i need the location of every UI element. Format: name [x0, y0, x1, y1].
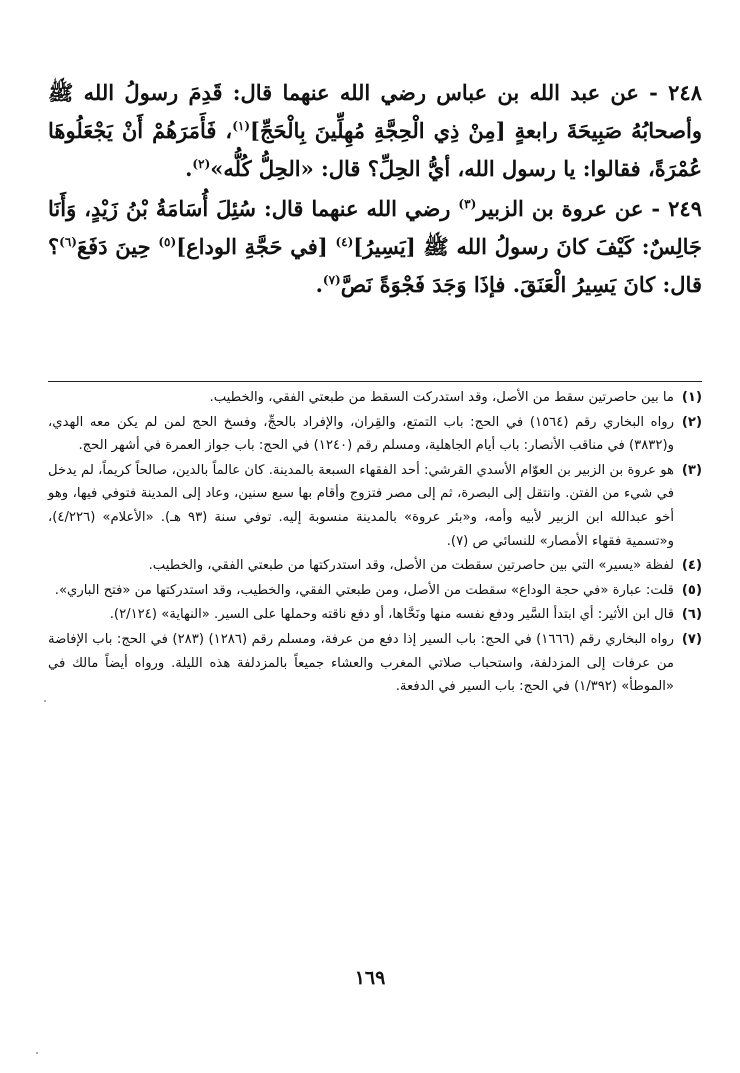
- footnote-ref[interactable]: (٢): [192, 157, 211, 171]
- footnote-text: قلت: عبارة «في حجة الوداع» سقطت من الأصل، ومن طبعتي الفقي، والخطيب، وقد استدركتها من «فتح الباري».: [54, 582, 674, 598]
- footnote-text: لفظة «يسير» التي بين حاصرتين سقطت من الأصل، وقد استدركتها من طبعتي الفقي، والخطيب.: [148, 558, 674, 574]
- footnote-2: [48, 411, 702, 458]
- footnote-ref[interactable]: (٣): [458, 197, 477, 211]
- hadith-249: ٢٤٩ - عن عروة بن الزبير$^{(٣)}$ رضي الله عنهما قال: سُئِلَ أُسَامَةُ بْنُ زَيْدٍ، وَأَنَا جَالِسٌ: كَيْفَ كانَ رسولُ الله ﷺ [يَسِيرُ]$^{(٤)}$ [في حَجَّةِ الوداع]$^{(٥)}$ حِينَ دَفَعَ$^{(٦)}$؟ قال: كانَ يَسِيرُ الْعَنَقَ. فإذَا وَجَدَ فَجْوَةً نَصَّ$^{(٧)}$.: [48, 196, 702, 297]
- main-text: [48, 74, 702, 306]
- scan-speck: [36, 1052, 38, 1054]
- footnote-ref[interactable]: (٥): [158, 235, 177, 249]
- footnote-separator: [48, 381, 702, 382]
- footnote-text: رواه البخاري رقم (١٦٦٦) في الحج: باب السير إذا دفع من عرفة، ومسلم رقم (١٢٨٦) (٢٨٣) في الحج: باب الإفاضة من عرفات إلى المزدلفة، واستحباب صلاتي المغرب والعشاء جميعاً بالمزدلفة هذه الليلة. ورواه أيضاً مالك في «الموطأ» (١/٣٩٢) في الحج: باب السير في الدفعة.: [48, 631, 674, 695]
- hadith-text: [في حَجَّةِ الوداع]: [176, 234, 336, 259]
- hadith-text: ، فَأَمَرَهُمْ أَنْ يَجْعَلُوهَا عُمْرَةً، فقالوا: يا رسول الله، أيُّ الحِلِّ؟ قال: «الحِلُّ كُلُّه»: [48, 118, 702, 181]
- footnote-number: (١): [681, 390, 702, 405]
- footnote-3: [48, 459, 702, 553]
- hadith-text: .: [185, 156, 193, 181]
- footnote-number: (٤): [681, 558, 702, 574]
- page-number: ١٦٩: [354, 967, 386, 989]
- hadith-text: حِينَ دَفَعَ: [76, 234, 159, 259]
- footnote-5: [48, 579, 702, 603]
- hadith-number: ٢٤٨: [668, 80, 702, 105]
- footnote-ref[interactable]: (٤): [335, 235, 354, 249]
- footnote-text: قال ابن الأثير: أي ابتدأ السَّير ودفع نفسه منها ونَحَّاها، أو دفع ناقته وحملها على السير. «النهاية» (٢/١٢٤).: [109, 607, 674, 623]
- footnote-number: (٢): [681, 414, 702, 430]
- footnote-number: (٦): [681, 607, 702, 623]
- footnote-7: [48, 628, 702, 699]
- hadith-text: ؟ قال: كانَ يَسِيرُ الْعَنَقَ. فإذَا وَجَدَ فَجْوَةً نَصَّ: [48, 234, 702, 297]
- footnote-ref[interactable]: (١): [232, 119, 251, 133]
- hadith-text: .: [315, 272, 323, 297]
- hadith-text: عن عبد الله بن عباس رضي الله عنهما قال: قَدِمَ رسولُ الله ﷺ وأصحابُهُ صَبِيحَةَ رابعةٍ [مِنْ ذِي الْحِجَّةِ مُهِلِّينَ بِالْحَجِّ]: [48, 80, 702, 143]
- footnote-ref[interactable]: (٧): [322, 273, 341, 287]
- footnote-number: (٧): [681, 631, 702, 647]
- footnote-number: (٥): [681, 582, 702, 598]
- footnote-text: هو عروة بن الزبير بن العوّام الأسدي القرشي: أحد الفقهاء السبعة بالمدينة. كان عالماً بالدين، صالحاً كريماً، لم يدخل في شيء من الفتن. وانتقل إلى البصرة، ثم إلى مصر فتزوج وأقام بها سبع سنين، وعاد إلى المدينة فتوفي فيها، وهو أخو عبدالله ابن الزبير لأبيه وأمه، و«بئر عروة» بالمدينة منسوبة إليه. توفي سنة (٩٣ هـ). «الأعلام» (٤/٢٢٦)، و«تسمية فقهاء الأمصار» للنسائي ص (٧).: [48, 462, 674, 549]
- hadith-text: رضي الله عنهما قال: سُئِلَ أُسَامَةُ بْنُ زَيْدٍ، وَأَنَا جَالِسٌ: كَيْفَ كانَ رسولُ الله ﷺ [يَسِيرُ]: [48, 196, 702, 259]
- footnotes-list: [48, 386, 702, 700]
- footnote-number: (٣): [681, 462, 702, 478]
- hadith-248: ٢٤٨ - عن عبد الله بن عباس رضي الله عنهما قال: قَدِمَ رسولُ الله ﷺ وأصحابُهُ صَبِيحَةَ رابعةٍ [مِنْ ذِي الْحِجَّةِ مُهِلِّينَ بِالْحَجِّ]$^{(١)}$، فَأَمَرَهُمْ أَنْ يَجْعَلُوهَا عُمْرَةً، فقالوا: يا رسول الله، أيُّ الحِلِّ؟ قال: «الحِلُّ كُلُّه»$^{(٢)}$.: [48, 80, 702, 181]
- footnote-text: رواه البخاري رقم (١٥٦٤) في الحج: باب التمتع، والقِران، والإفراد بالحجِّ، وفسخ الحج لمن لم يكن معه الهدي، و(٣٨٣٢) في مناقب الأنصار: باب أيام الجاهلية، ومسلم رقم (١٢٤٠) في الحج: باب جواز العمرة في أشهر الحج.: [48, 414, 674, 454]
- footnote-text: ما بين حاصرتين سقط من الأصل، وقد استدركت السقط من طبعتي الفقي، والخطيب.: [209, 390, 674, 405]
- footnote-ref[interactable]: (٦): [59, 235, 77, 249]
- scan-speck: [44, 700, 46, 702]
- hadith-number: ٢٤٩: [668, 196, 702, 221]
- footnote-6: [48, 603, 702, 627]
- footnote-1: [48, 386, 702, 410]
- footnote-4: [48, 554, 702, 578]
- hadith-text: عن عروة بن الزبير: [476, 196, 644, 221]
